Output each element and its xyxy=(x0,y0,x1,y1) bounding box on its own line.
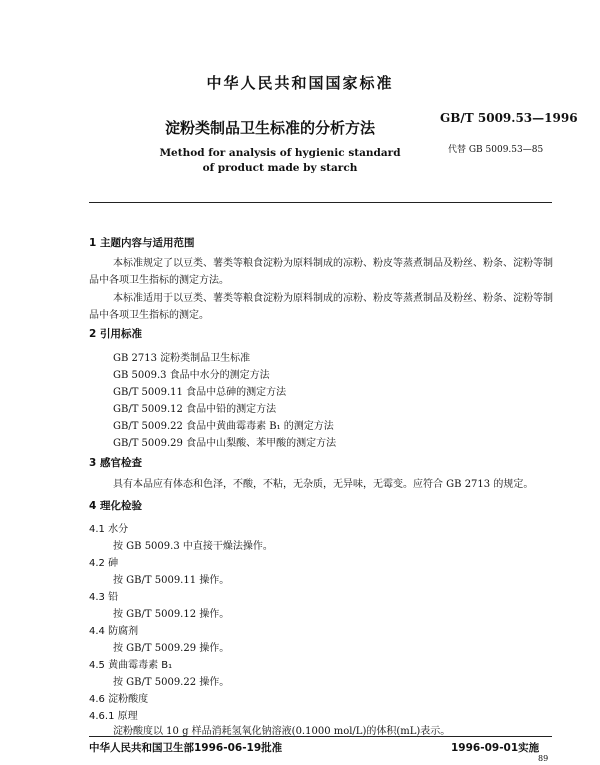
section-3-text: 具有本品应有体态和色泽，不酸，不粘，无杂质，无异味，无霉变。应符合 GB 2713 的规定。 xyxy=(113,479,534,490)
section-1-para2-line1: 本标准适用于以豆类、薯类等粮食淀粉为原料制成的凉粉、粉皮等蒸煮制品及粉丝、粉条、淀粉等制 xyxy=(113,293,553,304)
footer-divider xyxy=(89,736,552,737)
reference-item: GB 5009.3 食品中水分的测定方法 xyxy=(113,370,270,381)
item-4-6-title: 4.6 淀粉酸度 xyxy=(89,694,149,705)
item-4-1-text: 按 GB 5009.3 中直接干燥法操作。 xyxy=(113,541,273,552)
effective-date: 1996-09-01实施 xyxy=(451,742,540,754)
section-1-para1-line1: 本标准规定了以豆类、薯类等粮食淀粉为原料制成的凉粉、粉皮等蒸煮制品及粉丝、粉条、淀粉等制 xyxy=(113,258,553,269)
approval-note: 中华人民共和国卫生部1996-06-19批准 xyxy=(89,742,283,754)
section-2-heading: 2 引用标准 xyxy=(89,328,142,340)
document-title: 淀粉类制品卫生标准的分析方法 xyxy=(165,119,376,137)
item-4-1-title: 4.1 水分 xyxy=(89,524,129,535)
section-1-para1-line2: 品中各项卫生指标的测定方法。 xyxy=(89,275,229,286)
reference-item: GB/T 5009.29 食品中山梨酸、苯甲酸的测定方法 xyxy=(113,438,337,449)
reference-item: GB/T 5009.12 食品中铅的测定方法 xyxy=(113,404,277,415)
item-4-4-text: 按 GB/T 5009.29 操作。 xyxy=(113,643,230,654)
item-4-3-title: 4.3 铅 xyxy=(89,592,119,603)
item-4-5-text: 按 GB/T 5009.22 操作。 xyxy=(113,677,230,688)
standard-org-title: 中华人民共和国国家标准 xyxy=(206,74,394,92)
section-1-para2-line2: 品中各项卫生指标的测定。 xyxy=(89,310,209,321)
item-4-2-title: 4.2 砷 xyxy=(89,558,119,569)
reference-item: GB/T 5009.11 食品中总砷的测定方法 xyxy=(113,387,287,398)
replaces-note: 代替 GB 5009.53—85 xyxy=(448,145,544,155)
section-3-heading: 3 感官检查 xyxy=(89,457,142,469)
english-title-line2: of product made by starch xyxy=(202,162,358,174)
section-1-heading: 1 主题内容与适用范围 xyxy=(89,237,195,249)
standard-number: GB/T 5009.53—1996 xyxy=(440,111,578,125)
item-4-2-text: 按 GB/T 5009.11 操作。 xyxy=(113,575,230,586)
item-4-4-title: 4.4 防腐剂 xyxy=(89,626,139,637)
item-4-5-title: 4.5 黄曲霉毒素 B₁ xyxy=(89,660,173,671)
page-number: 89 xyxy=(538,754,549,763)
section-4-heading: 4 理化检验 xyxy=(89,500,142,512)
reference-item: GB 2713 淀粉类制品卫生标准 xyxy=(113,353,251,364)
english-title-line1: Method for analysis of hygienic standard xyxy=(159,147,401,159)
item-4-6-1-text: 淀粉酸度以 10 g 样品消耗氢氧化钠溶液(0.1000 mol/L)的体积(mL)表示。 xyxy=(113,726,451,737)
item-4-6-1-title: 4.6.1 原理 xyxy=(89,711,138,722)
reference-item: GB/T 5009.22 食品中黄曲霉毒素 B₁ 的测定方法 xyxy=(113,421,334,432)
header-divider xyxy=(89,202,552,203)
item-4-3-text: 按 GB/T 5009.12 操作。 xyxy=(113,609,230,620)
